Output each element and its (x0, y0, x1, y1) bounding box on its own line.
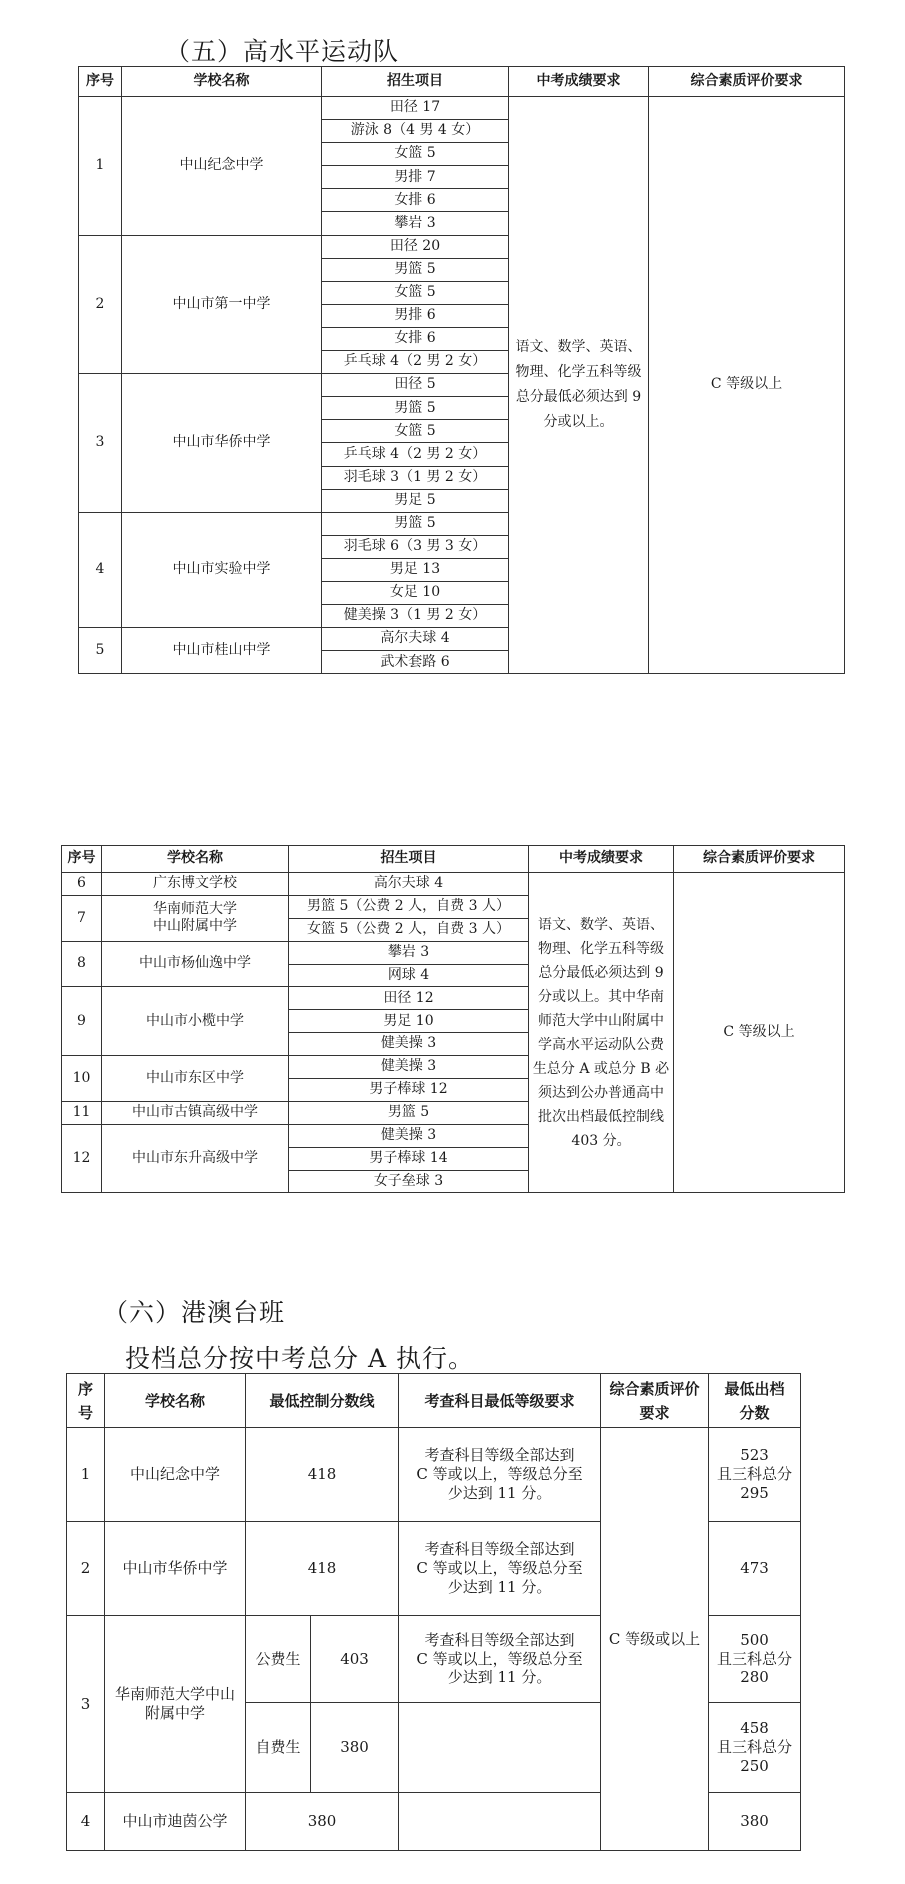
self-score: 380 (311, 1703, 399, 1793)
row-number: 9 (62, 987, 102, 1056)
school-name: 中山市迪茵公学 (105, 1793, 246, 1851)
control-score: 418 (246, 1522, 399, 1616)
enroll-item: 高尔夫球 4 (289, 873, 529, 896)
sports-team-table-part2 (61, 845, 845, 1193)
enroll-item: 男篮 5 (289, 1101, 529, 1124)
subject-requirement: 考查科目等级全部达到 C 等或以上，等级总分至 少达到 11 分。 (399, 1522, 601, 1616)
row-number: 4 (67, 1793, 105, 1851)
public-score: 403 (311, 1616, 399, 1703)
eval-requirement: C 等级或以上 (601, 1428, 709, 1851)
enroll-item: 女篮 5 (322, 281, 509, 304)
enroll-item: 男篮 5（公费 2 人，自费 3 人） (289, 895, 529, 918)
enroll-item: 女排 6 (322, 189, 509, 212)
subject-requirement: 考查科目等级全部达到 C 等或以上，等级总分至 少达到 11 分。 (399, 1428, 601, 1522)
enroll-item: 女篮 5（公费 2 人，自费 3 人） (289, 918, 529, 941)
enroll-item: 女足 10 (322, 581, 509, 604)
school-name: 中山市东区中学 (102, 1056, 289, 1102)
enroll-item: 羽毛球 3（1 男 2 女） (322, 466, 509, 489)
enroll-item: 健美操 3（1 男 2 女） (322, 605, 509, 628)
header-eval-requirement: 综合素质评价要求 (674, 846, 845, 873)
self-label: 自费生 (246, 1703, 311, 1793)
school-name: 广东博文学校 (102, 873, 289, 896)
school-name: 中山市古镇高级中学 (102, 1101, 289, 1124)
header-eval-requirement: 综合素质评价要求 (649, 67, 845, 97)
sports-team-table-part1 (78, 66, 845, 674)
subject-requirement-empty (399, 1703, 601, 1793)
row-number: 7 (62, 895, 102, 941)
enroll-item: 田径 17 (322, 97, 509, 120)
enroll-item: 男足 13 (322, 558, 509, 581)
min-score: 473 (709, 1522, 801, 1616)
public-label: 公费生 (246, 1616, 311, 1703)
header-subject-requirement: 考查科目最低等级要求 (399, 1374, 601, 1428)
school-name: 中山市东升高级中学 (102, 1124, 289, 1193)
table-row (67, 1428, 801, 1522)
enroll-item: 女子垒球 3 (289, 1170, 529, 1193)
row-number: 1 (79, 97, 122, 236)
min-score: 458 且三科总分 250 (709, 1703, 801, 1793)
enroll-item: 男篮 5 (322, 258, 509, 281)
enroll-item: 高尔夫球 4 (322, 628, 509, 651)
enroll-item: 男足 5 (322, 489, 509, 512)
enroll-item: 男排 7 (322, 166, 509, 189)
header-school-name: 学校名称 (122, 67, 322, 97)
school-name: 华南师范大学中山 附属中学 (105, 1616, 246, 1793)
school-name: 中山纪念中学 (122, 97, 322, 236)
school-name: 华南师范大学 中山附属中学 (102, 895, 289, 941)
row-number: 3 (79, 374, 122, 513)
enroll-item: 羽毛球 6（3 男 3 女） (322, 535, 509, 558)
enroll-item: 武术套路 6 (322, 651, 509, 674)
enroll-item: 乒乓球 4（2 男 2 女） (322, 351, 509, 374)
row-number: 2 (67, 1522, 105, 1616)
row-number: 2 (79, 235, 122, 374)
row-number: 6 (62, 873, 102, 896)
school-name: 中山市华侨中学 (105, 1522, 246, 1616)
header-school-name: 学校名称 (102, 846, 289, 873)
row-number: 8 (62, 941, 102, 987)
school-name: 中山市桂山中学 (122, 628, 322, 674)
header-score-requirement: 中考成绩要求 (529, 846, 674, 873)
enroll-item: 女篮 5 (322, 143, 509, 166)
school-name: 中山市杨仙逸中学 (102, 941, 289, 987)
header-no: 序 号 (67, 1374, 105, 1428)
school-name: 中山市小榄中学 (102, 987, 289, 1056)
section6-title: （六）港澳台班 (103, 1298, 286, 1327)
school-name: 中山市实验中学 (122, 512, 322, 627)
min-score: 500 且三科总分 280 (709, 1616, 801, 1703)
school-name: 中山纪念中学 (105, 1428, 246, 1522)
header-min-score: 最低出档 分数 (709, 1374, 801, 1428)
row-number: 11 (62, 1101, 102, 1124)
school-name: 中山市华侨中学 (122, 374, 322, 513)
header-enroll-item: 招生项目 (322, 67, 509, 97)
section6-subtitle: 投档总分按中考总分 A 执行。 (125, 1344, 474, 1373)
enroll-item: 女排 6 (322, 327, 509, 350)
control-score: 418 (246, 1428, 399, 1522)
enroll-item: 乒乓球 4（2 男 2 女） (322, 443, 509, 466)
min-score: 380 (709, 1793, 801, 1851)
header-eval-requirement: 综合素质评价 要求 (601, 1374, 709, 1428)
enroll-item: 男子棒球 14 (289, 1147, 529, 1170)
row-number: 10 (62, 1056, 102, 1102)
enroll-item: 网球 4 (289, 964, 529, 987)
min-score: 523 且三科总分 295 (709, 1428, 801, 1522)
enroll-item: 男篮 5 (322, 397, 509, 420)
eval-requirement: C 等级以上 (649, 97, 845, 674)
header-control-line: 最低控制分数线 (246, 1374, 399, 1428)
hk-macau-taiwan-table (66, 1373, 801, 1851)
control-score: 380 (246, 1793, 399, 1851)
enroll-item: 男排 6 (322, 304, 509, 327)
enroll-item: 男足 10 (289, 1010, 529, 1033)
enroll-item: 攀岩 3 (289, 941, 529, 964)
header-school-name: 学校名称 (105, 1374, 246, 1428)
header-enroll-item: 招生项目 (289, 846, 529, 873)
enroll-item: 田径 12 (289, 987, 529, 1010)
row-number: 3 (67, 1616, 105, 1793)
enroll-item: 田径 20 (322, 235, 509, 258)
header-no: 序号 (79, 67, 122, 97)
subject-requirement: 考查科目等级全部达到 C 等或以上，等级总分至 少达到 11 分。 (399, 1616, 601, 1703)
row-number: 4 (79, 512, 122, 627)
enroll-item: 田径 5 (322, 374, 509, 397)
row-number: 1 (67, 1428, 105, 1522)
row-number: 12 (62, 1124, 102, 1193)
enroll-item: 健美操 3 (289, 1124, 529, 1147)
section5-title: （五）高水平运动队 (165, 37, 400, 66)
score-requirement: 语文、数学、英语、物理、化学五科等级总分最低必须达到 9 分或以上。 (509, 97, 649, 674)
row-number: 5 (79, 628, 122, 674)
header-score-requirement: 中考成绩要求 (509, 67, 649, 97)
enroll-item: 健美操 3 (289, 1033, 529, 1056)
enroll-item: 健美操 3 (289, 1056, 529, 1079)
enroll-item: 男子棒球 12 (289, 1079, 529, 1102)
table-row (79, 97, 845, 120)
subject-requirement-empty (399, 1793, 601, 1851)
school-name: 中山市第一中学 (122, 235, 322, 374)
enroll-item: 攀岩 3 (322, 212, 509, 235)
header-no: 序号 (62, 846, 102, 873)
score-requirement: 语文、数学、英语、物理、化学五科等级总分最低必须达到 9 分或以上。其中华南师范大学中山附属中学高水平运动队公费生总分 A 或总分 B 必须达到公办普通高中批次出档最低控制线 403 分。 (529, 873, 674, 1193)
enroll-item: 女篮 5 (322, 420, 509, 443)
eval-requirement: C 等级以上 (674, 873, 845, 1193)
enroll-item: 游泳 8（4 男 4 女） (322, 120, 509, 143)
table-row (62, 873, 845, 896)
enroll-item: 男篮 5 (322, 512, 509, 535)
